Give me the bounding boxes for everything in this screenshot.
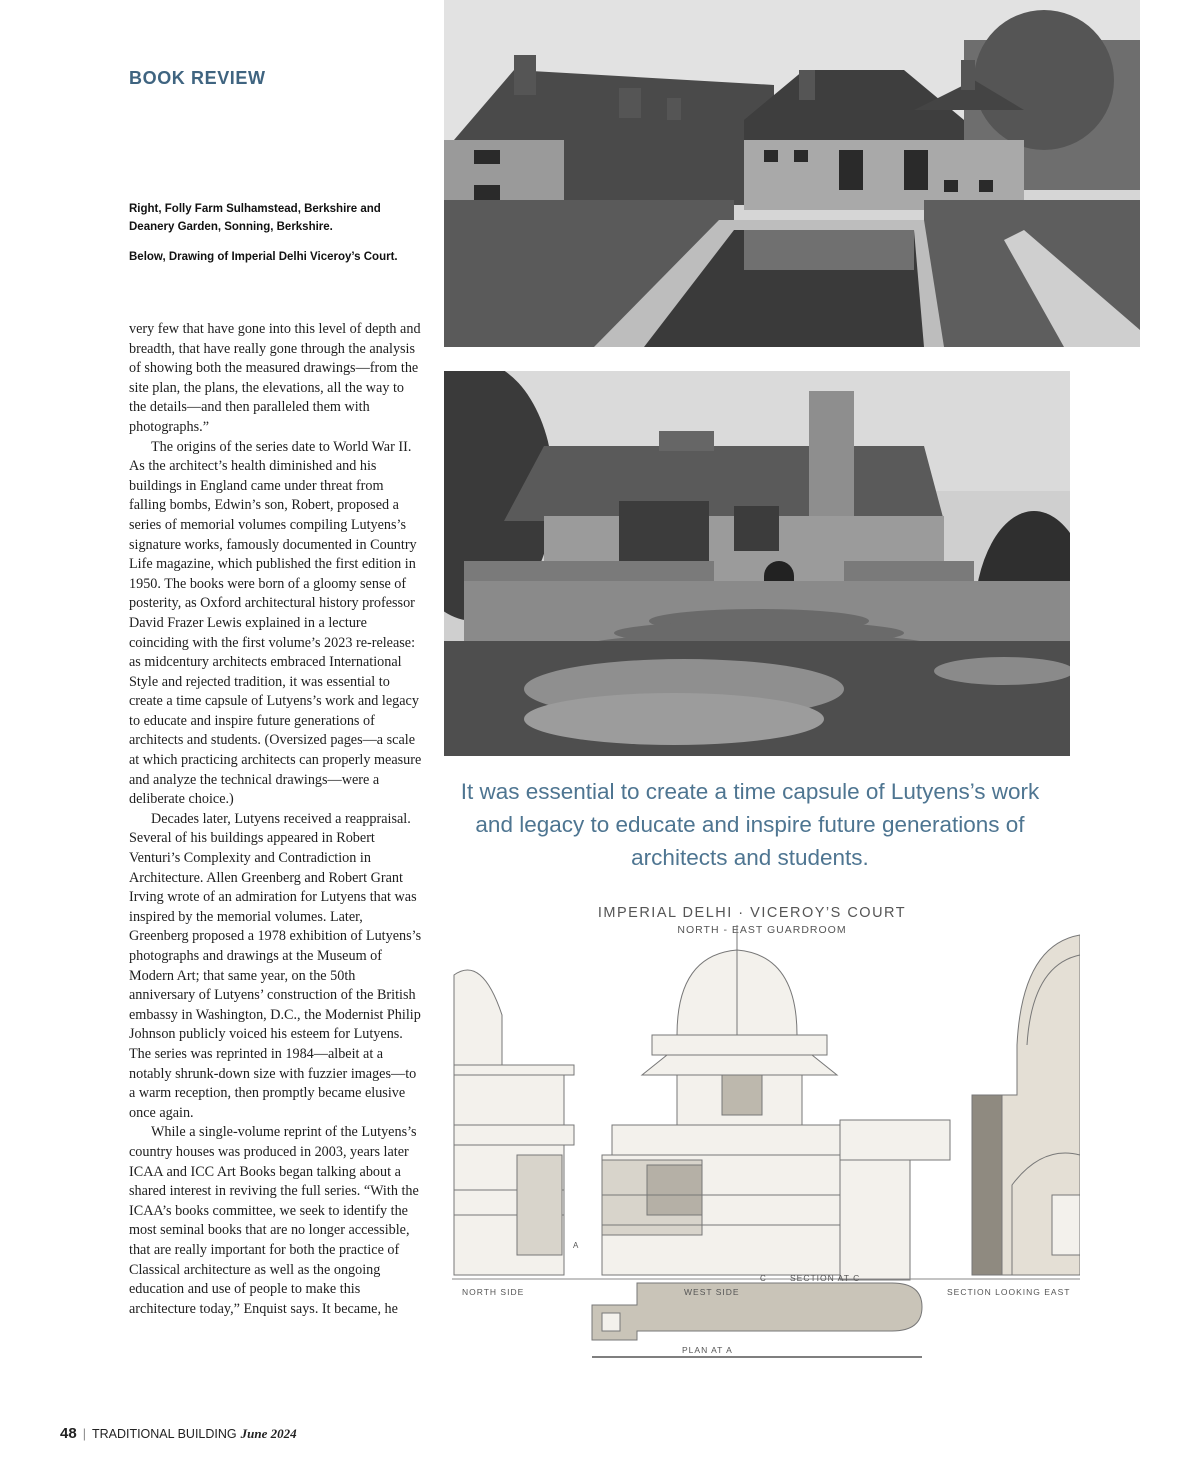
label-west-side: WEST SIDE	[684, 1287, 740, 1297]
folly-farm-photo	[444, 0, 1140, 347]
drawing-title: IMPERIAL DELHI · VICEROY’S COURT	[597, 905, 907, 921]
article-paragraph: While a single-volume reprint of the Lutyens’s country houses was produced in 2003, years later ICAA and ICC Art Books began talking about a shared interest in reviving the full series. “With the ICAA’s books committee, we seek to identify the most seminal books that are no longer accessible, that are really important for both the practice of Classical architecture as well as the ongoing education and use of people to make this architecture today,” Enquist says. It became, he	[129, 1124, 419, 1317]
drawing-subtitle: NORTH - EAST GUARDROOM	[677, 924, 847, 936]
photo-captions	[129, 200, 419, 278]
marker-a: A	[573, 1241, 579, 1250]
label-section-looking-east: SECTION LOOKING EAST	[947, 1287, 1071, 1297]
caption-right: Right, Folly Farm Sulhamstead, Berkshire and Deanery Garden, Sonning, Berkshire.	[129, 203, 381, 233]
label-section-at-c: SECTION AT C	[790, 1273, 861, 1283]
footer-separator: |	[82, 1427, 86, 1441]
label-plan-at-a: PLAN AT A	[682, 1345, 733, 1355]
article-paragraph: The origins of the series date to World War II. As the architect’s health diminished and his buildings in England came under threat from falling bombs, Edwin’s son, Robert, proposed a series of memorial volumes compiling Lutyens’s signature works, famously documented in Country Life magazine, which published the first edition in 1950. The books were born of a gloomy sense of posterity, as Oxford architectural history professor David Frazer Lewis explained in a lecture coinciding with the first volume’s 2023 re-release: as midcentury architects embraced International Style and rejected tradition, it was essential to create a time capsule of Lutyens’s work and legacy to educate and inspire future generations of architects and students. (Oversized pages—a scale at which practicing architects can properly measure and analyze the technical drawings—were a deliberate choice.)	[129, 438, 422, 808]
article-body	[129, 320, 423, 1319]
viceroys-court-drawing	[452, 895, 1080, 1360]
page-number: 48	[60, 1425, 77, 1442]
page-footer	[60, 1425, 297, 1442]
pull-quote: It was essential to create a time capsule of Lutyens’s work and legacy to educate and inspire future generations of architects and students.	[460, 779, 1040, 870]
article-paragraph: Decades later, Lutyens received a reappraisal. Several of his buildings appeared in Robert Venturi’s Complexity and Contradiction in Architecture. Allen Greenberg and Robert Grant Irving wrote of an admiration for Lutyens that was inspired by the memorial volumes. Later, Greenberg proposed a 1978 exhibition of Lutyens’s photographs and drawings at the Museum of Modern Art; that same year, on the 50th anniversary of Lutyens’ construction of the British embassy in Washington, D.C., the Modernist Philip Johnson publicly voiced his esteem for Lutyens. The series was reprinted in 1984—albeit at a notably shrunk-down size with fuzzier images—to a warm reception, then promptly became elusive once again.	[129, 810, 422, 1121]
marker-c: C	[760, 1274, 766, 1283]
label-north-side: NORTH SIDE	[462, 1287, 525, 1297]
deanery-garden-photo	[444, 371, 1070, 756]
issue-date: June 2024	[240, 1426, 297, 1441]
section-label: BOOK REVIEW	[129, 68, 266, 88]
caption-below: Below, Drawing of Imperial Delhi Viceroy’s Court.	[129, 251, 398, 263]
article-paragraph: very few that have gone into this level of depth and breadth, that have really gone through the analysis of showing both the measured drawings—from the site plan, the plans, the elevations, all the way to the details—and then paralleled them with photographs.”	[129, 321, 421, 435]
publication-name: TRADITIONAL BUILDING	[91, 1427, 237, 1441]
